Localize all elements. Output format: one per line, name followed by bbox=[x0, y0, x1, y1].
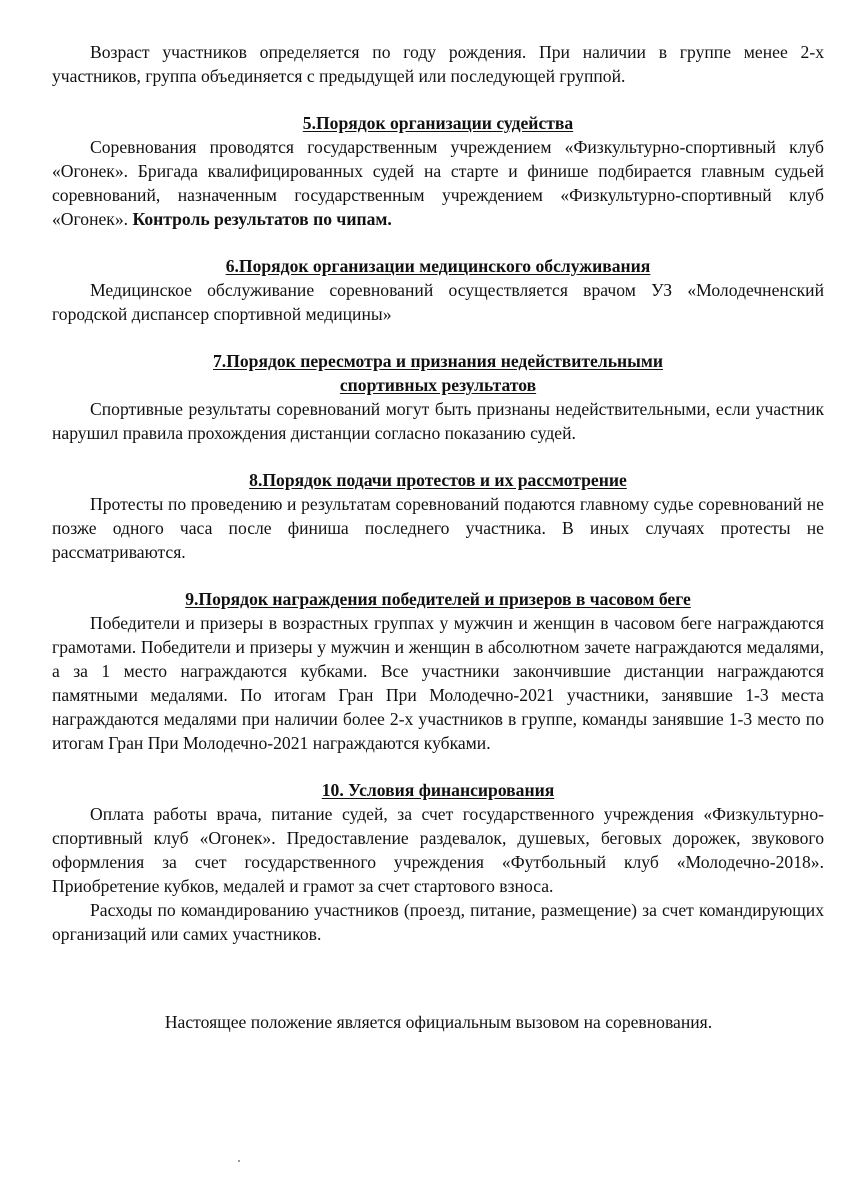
section-9-text: Победители и призеры в возрастных группах у мужчин и женщин в часовом беге награждаются грамотами. Победители и призеры у мужчин и женщин в абсолютном зачете награждаются медалями, а за 1 место награждаются кубками. Все участники закончившие дистанции награждаются памятными медалями. По итогам Гран При Молодечно-2021 участники, занявшие 1-3 места награждаются медалями при наличии более 2-х участников в группе, команды занявшие 1-3 место по итогам Гран При Молодечно-2021 награждаются кубками. bbox=[52, 613, 824, 753]
section-5-bold-note: Контроль результатов по чипам. bbox=[132, 209, 392, 229]
closing-statement bbox=[0, 1010, 849, 1034]
section-10-title: 10. Условия финансирования bbox=[321, 780, 555, 800]
section-5-body: Соревнования проводятся государственным учреждением «Физкультурно-спортивный клуб «Огонек». Бригада квалифицированных судей на старте и финише подбирается главным судьей соревнований, назначенным государственным учреждением «Физкультурно-спортивный клуб «Огонек». bbox=[52, 137, 824, 229]
document-page bbox=[52, 40, 824, 946]
section-10-text-2: Расходы по командированию участников (проезд, питание, размещение) за счет командирующих организаций или самих участников. bbox=[52, 900, 824, 944]
section-10-text-1: Оплата работы врача, питание судей, за счет государственного учреждения «Физкультурно-спортивный клуб «Огонек». Предоставление раздевалок, душевых, беговых дорожек, звукового оформления за счет государственного учреждения «Футбольный клуб «Молодечно-2018». Приобретение кубков, медалей и грамот за счет стартового взноса. bbox=[52, 804, 824, 896]
scan-speck bbox=[238, 1160, 240, 1162]
section-8-title: 8.Порядок подачи протестов и их рассмотрение bbox=[249, 470, 627, 490]
section-7-title bbox=[52, 349, 824, 397]
section-7-title-line-1: 7.Порядок пересмотра и признания недействительными bbox=[213, 351, 663, 371]
intro-paragraph: Возраст участников определяется по году рождения. При наличии в группе менее 2-х участников, группа объединяется с предыдущей или последующей группой. bbox=[52, 42, 824, 86]
section-9-title: 9.Порядок награждения победителей и призеров в часовом беге bbox=[185, 589, 691, 609]
section-7-title-line-2: спортивных результатов bbox=[339, 375, 537, 395]
section-7-text: Спортивные результаты соревнований могут быть признаны недействительными, если участник нарушил правила прохождения дистанции согласно показанию судей. bbox=[52, 399, 824, 443]
closing-text: Настоящее положение является официальным вызовом на соревнования. bbox=[164, 1012, 713, 1032]
section-5-text bbox=[52, 135, 824, 231]
section-6-title: 6.Порядок организации медицинского обслуживания bbox=[225, 256, 651, 276]
section-8-text: Протесты по проведению и результатам соревнований подаются главному судье соревнований не позже одного часа после финиша последнего участника. В иных случаях протесты не рассматриваются. bbox=[52, 494, 824, 562]
section-5-title: 5.Порядок организации судейства bbox=[302, 113, 574, 133]
section-6-text: Медицинское обслуживание соревнований осуществляется врачом УЗ «Молодечненский городской диспансер спортивной медицины» bbox=[52, 280, 824, 324]
